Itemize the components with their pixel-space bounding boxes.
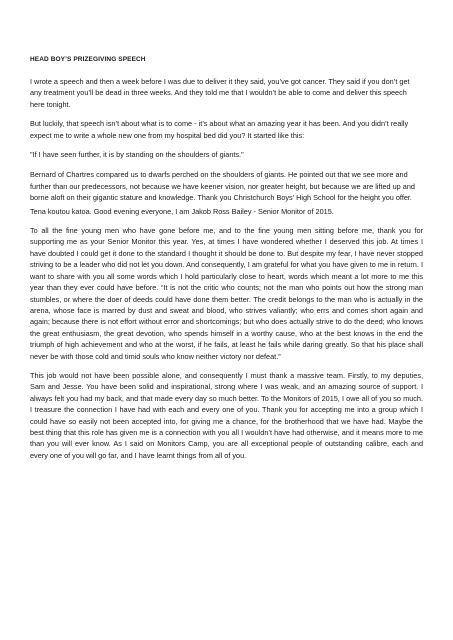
paragraph-giants-quote: "If I have seen further, it is by standing on the shoulders of giants." — [30, 150, 244, 160]
paragraph-intro: I wrote a speech and then a week before I was due to deliver it they said, you’ve got cancer. They said if you don’t get any treatment you’ll be dead in three weeks. And they told me that I wouldn’t be able to come and deliver this speech here tonight. — [30, 77, 410, 109]
paragraph-luckily: But luckily, that speech isn’t about what is to come - it’s about what an amazing year it has been. And you didn’t really expect me to write a whole new one from my hospital bed did you? It started like this: — [30, 119, 409, 140]
paragraph-young-men: To all the fine young men who have gone before me, and to the fine young men sitting before me, thank you for supporting me as your Senior Monitor this year. Yes, at times I have wondered whether I deserved this job. At times I have doubted I could get it done to the standard I thought it should be done to. But despite my fear, I have never stopped striving to be a leader who did not let you down. And consequently, I am grateful for what you have given to me in return. I want to share with you all some words which I hold particularly close to heart, words which meant a lot more to me this year than they ever could have before. “It is not the critic who counts; not the man who points out how the strong man stumbles, or where the doer of deeds could have done them better. The credit belongs to the man who is actually in the arena, whose face is marred by dust and sweat and blood, who strives valiantly; who errs and comes short again and again; because there is not effort without error and shortcomings; but who does actually strive to do the deed; who knows the great enthusiasm, the great devotion, who spends himself in a worthy cause, who at the best knows in the end the triumph of high achievement and who at the worst, if he fails, at least he fails while daring greatly. So that his place shall never be with those cold and timid souls who know neither victory nor defeat.” — [30, 226, 423, 361]
paragraph-team: This job would not have been possible alone, and consequently I must thank a massive team. Firstly, to my deputies, Sam and Jesse. You have been solid and inspirational, strong where I was weak, and an amazing source of support. I always felt you had my back, and that made every day so much better. To the Monitors of 2015, I owe all of you so much. I treasure the connection I have had with each and every one of you. Thank you for accepting me into a group which I could have so easily not been accepted into, for giving me a chance, for the brotherhood that we have had. Maybe the best thing that this role has given me is a connection with you all I wouldn’t have had otherwise, and it means more to me than you will ever know. As I said on Monitors Camp, you are all exceptional people of outstanding calibre, each and every one of you will go far, and I have learnt things from all of you. — [30, 370, 423, 460]
document-title: HEAD BOY’S PRIZEGIVING SPEECH — [30, 56, 146, 63]
paragraph-greeting: Tena koutou katoa. Good evening everyone, I am Jakob Ross Bailey - Senior Monitor of 2015. — [30, 206, 334, 216]
paragraph-bernard: Bernard of Chartres compared us to dwarfs perched on the shoulders of giants. He pointed out that we see more and further than our predecessors, not because we have keener vision, nor greater height, but because we are lifted up and borne aloft on their gigantic stature and knowledge. Thank you Christchurch Boys’ High School for the height you offer. — [30, 170, 415, 203]
